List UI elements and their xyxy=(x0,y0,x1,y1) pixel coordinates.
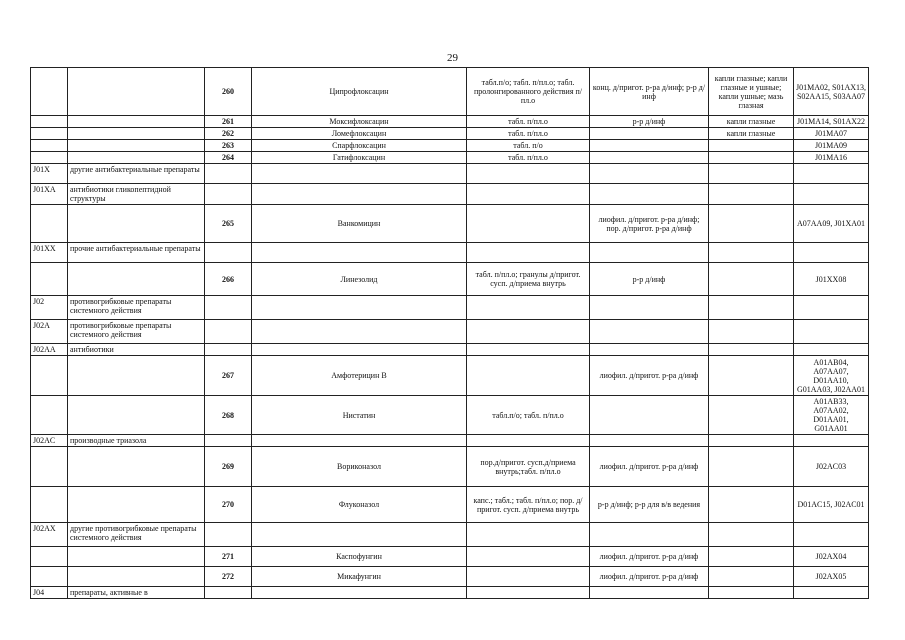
dosage-forms-other xyxy=(709,567,794,587)
dosage-forms-injection: р-р д/инф xyxy=(590,116,709,128)
table-row xyxy=(31,243,869,263)
group-description xyxy=(68,447,205,487)
table-row xyxy=(31,164,869,184)
dosage-forms-injection: лиофил. д/пригот. р-ра д/инф xyxy=(590,447,709,487)
table-row xyxy=(31,447,869,487)
dosage-forms-other xyxy=(709,356,794,396)
dosage-forms-other xyxy=(709,547,794,567)
atc-group-code xyxy=(31,140,68,152)
group-description xyxy=(68,152,205,164)
dosage-forms-injection xyxy=(590,344,709,356)
dosage-forms-oral xyxy=(467,205,590,243)
row-number: 268 xyxy=(205,396,252,435)
atc-group-code: J01XA xyxy=(31,184,68,205)
drug-name xyxy=(252,320,467,344)
dosage-forms-injection: лиофил. д/пригот. р-ра д/инф xyxy=(590,547,709,567)
group-description: другие антибактериальные препараты xyxy=(68,164,205,184)
group-description: антибиотики гликопептидной структуры xyxy=(68,184,205,205)
table-row xyxy=(31,396,869,435)
dosage-forms-other xyxy=(709,263,794,296)
table-row xyxy=(31,184,869,205)
atc-group-code xyxy=(31,68,68,116)
group-description xyxy=(68,263,205,296)
row-number: 270 xyxy=(205,487,252,523)
table-row xyxy=(31,487,869,523)
atc-codes: J01MA16 xyxy=(794,152,869,164)
table-row xyxy=(31,68,869,116)
atc-group-code: J02 xyxy=(31,296,68,320)
dosage-forms-oral xyxy=(467,547,590,567)
drug-table xyxy=(30,67,869,599)
dosage-forms-oral xyxy=(467,184,590,205)
group-description xyxy=(68,205,205,243)
dosage-forms-injection: лиофил. д/пригот. р-ра д/инф xyxy=(590,356,709,396)
atc-codes xyxy=(794,344,869,356)
dosage-forms-other xyxy=(709,243,794,263)
dosage-forms-other xyxy=(709,344,794,356)
dosage-forms-injection xyxy=(590,396,709,435)
dosage-forms-oral: табл. п/пл.о; гранулы д/пригот. сусп. д/приема внутрь xyxy=(467,263,590,296)
drug-name: Каспофунгин xyxy=(252,547,467,567)
atc-codes: J02AX05 xyxy=(794,567,869,587)
atc-group-code: J01X xyxy=(31,164,68,184)
atc-group-code xyxy=(31,263,68,296)
dosage-forms-injection xyxy=(590,164,709,184)
atc-group-code: J02AX xyxy=(31,523,68,547)
row-number: 267 xyxy=(205,356,252,396)
row-number: 272 xyxy=(205,567,252,587)
atc-codes xyxy=(794,164,869,184)
table-row xyxy=(31,547,869,567)
row-number xyxy=(205,184,252,205)
row-number: 266 xyxy=(205,263,252,296)
atc-group-code xyxy=(31,356,68,396)
atc-codes xyxy=(794,320,869,344)
drug-name: Гатифлоксацин xyxy=(252,152,467,164)
atc-codes: J01XX08 xyxy=(794,263,869,296)
atc-group-code xyxy=(31,487,68,523)
atc-group-code xyxy=(31,567,68,587)
row-number: 262 xyxy=(205,128,252,140)
atc-group-code: J02AA xyxy=(31,344,68,356)
dosage-forms-injection: р-р д/инф; р-р для в/в ведения xyxy=(590,487,709,523)
group-description: противогрибковые препараты системного действия xyxy=(68,296,205,320)
dosage-forms-oral xyxy=(467,567,590,587)
table-row xyxy=(31,128,869,140)
row-number: 271 xyxy=(205,547,252,567)
atc-group-code: J02AC xyxy=(31,435,68,447)
group-description: производные триазола xyxy=(68,435,205,447)
dosage-forms-oral: табл. п/о xyxy=(467,140,590,152)
atc-codes: J01MA09 xyxy=(794,140,869,152)
group-description xyxy=(68,396,205,435)
drug-name xyxy=(252,184,467,205)
dosage-forms-other xyxy=(709,205,794,243)
dosage-forms-injection xyxy=(590,320,709,344)
atc-group-code xyxy=(31,447,68,487)
dosage-forms-injection: р-р д/инф xyxy=(590,263,709,296)
dosage-forms-other: капли глазные xyxy=(709,128,794,140)
dosage-forms-oral: табл. п/пл.о xyxy=(467,116,590,128)
row-number: 260 xyxy=(205,68,252,116)
drug-name: Вориконазол xyxy=(252,447,467,487)
dosage-forms-oral xyxy=(467,243,590,263)
row-number: 264 xyxy=(205,152,252,164)
drug-table-body xyxy=(31,68,869,599)
drug-name xyxy=(252,296,467,320)
row-number xyxy=(205,523,252,547)
dosage-forms-injection xyxy=(590,587,709,599)
dosage-forms-other xyxy=(709,487,794,523)
atc-group-code: J01XX xyxy=(31,243,68,263)
atc-codes xyxy=(794,184,869,205)
group-description xyxy=(68,68,205,116)
dosage-forms-injection: лиофил. д/пригот. р-ра д/инф; пор. д/пригот. р-ра д/инф xyxy=(590,205,709,243)
dosage-forms-oral: табл.п/о; табл. п/пл.о; табл. пролонгированного действия п/пл.о xyxy=(467,68,590,116)
table-row xyxy=(31,263,869,296)
atc-codes: A01AB04, A07AA07, D01AA10, G01AA03, J02AA01 xyxy=(794,356,869,396)
atc-codes xyxy=(794,523,869,547)
drug-name xyxy=(252,164,467,184)
atc-codes xyxy=(794,243,869,263)
atc-codes: A01AB33, A07AA02, D01AA01, G01AA01 xyxy=(794,396,869,435)
atc-codes xyxy=(794,587,869,599)
group-description: препараты, активные в xyxy=(68,587,205,599)
dosage-forms-oral xyxy=(467,587,590,599)
atc-codes: J02AX04 xyxy=(794,547,869,567)
row-number: 263 xyxy=(205,140,252,152)
group-description: другие противогрибковые препараты системного действия xyxy=(68,523,205,547)
drug-name: Ломефлоксацин xyxy=(252,128,467,140)
drug-name: Спарфлоксацин xyxy=(252,140,467,152)
table-row xyxy=(31,523,869,547)
row-number xyxy=(205,320,252,344)
dosage-forms-oral: табл. п/пл.о xyxy=(467,152,590,164)
dosage-forms-injection: лиофил. д/пригот. р-ра д/инф xyxy=(590,567,709,587)
dosage-forms-oral xyxy=(467,164,590,184)
dosage-forms-injection: конц. д/пригот. р-ра д/инф; р-р д/инф xyxy=(590,68,709,116)
drug-name: Флуконазол xyxy=(252,487,467,523)
atc-codes: J01MA02, S01AX13, S02AA15, S03AA07 xyxy=(794,68,869,116)
dosage-forms-other xyxy=(709,396,794,435)
dosage-forms-injection xyxy=(590,140,709,152)
row-number xyxy=(205,164,252,184)
dosage-forms-injection xyxy=(590,296,709,320)
drug-name: Нистатин xyxy=(252,396,467,435)
atc-group-code xyxy=(31,396,68,435)
dosage-forms-injection xyxy=(590,184,709,205)
atc-codes: J01MA14, S01AX22 xyxy=(794,116,869,128)
dosage-forms-other xyxy=(709,296,794,320)
drug-name xyxy=(252,435,467,447)
atc-group-code xyxy=(31,152,68,164)
table-row xyxy=(31,140,869,152)
drug-name: Моксифлоксацин xyxy=(252,116,467,128)
group-description xyxy=(68,356,205,396)
dosage-forms-oral xyxy=(467,523,590,547)
row-number xyxy=(205,587,252,599)
atc-codes: J01MA07 xyxy=(794,128,869,140)
table-row xyxy=(31,152,869,164)
atc-group-code: J02A xyxy=(31,320,68,344)
dosage-forms-other xyxy=(709,140,794,152)
row-number xyxy=(205,344,252,356)
row-number xyxy=(205,296,252,320)
drug-name xyxy=(252,243,467,263)
atc-codes: A07AA09, J01XA01 xyxy=(794,205,869,243)
atc-group-code: J04 xyxy=(31,587,68,599)
dosage-forms-other xyxy=(709,587,794,599)
group-description xyxy=(68,116,205,128)
drug-name: Ванкомицин xyxy=(252,205,467,243)
dosage-forms-other xyxy=(709,447,794,487)
atc-group-code xyxy=(31,116,68,128)
table-row xyxy=(31,356,869,396)
atc-group-code xyxy=(31,547,68,567)
dosage-forms-oral: капс.; табл.; табл. п/пл.о; пор. д/пригот. сусп. д/приема внутрь xyxy=(467,487,590,523)
atc-group-code xyxy=(31,128,68,140)
atc-codes xyxy=(794,435,869,447)
table-row xyxy=(31,587,869,599)
group-description xyxy=(68,140,205,152)
drug-name xyxy=(252,523,467,547)
group-description xyxy=(68,547,205,567)
dosage-forms-other xyxy=(709,184,794,205)
table-row xyxy=(31,435,869,447)
dosage-forms-oral xyxy=(467,435,590,447)
drug-name: Амфотерицин В xyxy=(252,356,467,396)
table-row xyxy=(31,205,869,243)
atc-codes: J02AC03 xyxy=(794,447,869,487)
group-description: прочие антибактериальные препараты xyxy=(68,243,205,263)
dosage-forms-other: капли глазные; капли глазные и ушные; капли ушные; мазь глазная xyxy=(709,68,794,116)
row-number: 269 xyxy=(205,447,252,487)
dosage-forms-oral xyxy=(467,356,590,396)
table-row xyxy=(31,567,869,587)
drug-name xyxy=(252,344,467,356)
table-row xyxy=(31,116,869,128)
drug-name: Линезолид xyxy=(252,263,467,296)
dosage-forms-injection xyxy=(590,243,709,263)
dosage-forms-oral xyxy=(467,296,590,320)
group-description xyxy=(68,567,205,587)
dosage-forms-other: капли глазные xyxy=(709,116,794,128)
atc-codes xyxy=(794,296,869,320)
table-row xyxy=(31,296,869,320)
group-description: противогрибковые препараты системного действия xyxy=(68,320,205,344)
group-description xyxy=(68,128,205,140)
dosage-forms-other xyxy=(709,152,794,164)
dosage-forms-other xyxy=(709,523,794,547)
row-number: 265 xyxy=(205,205,252,243)
dosage-forms-oral: пор.д/пригот. сусп.д/приема внутрь;табл. п/пл.о xyxy=(467,447,590,487)
page-number: 29 xyxy=(447,52,458,64)
drug-name: Микафунгин xyxy=(252,567,467,587)
row-number xyxy=(205,243,252,263)
atc-codes: D01AC15, J02AC01 xyxy=(794,487,869,523)
group-description xyxy=(68,487,205,523)
dosage-forms-other xyxy=(709,435,794,447)
dosage-forms-oral: табл. п/пл.о xyxy=(467,128,590,140)
table-row xyxy=(31,344,869,356)
table-row xyxy=(31,320,869,344)
drug-name xyxy=(252,587,467,599)
dosage-forms-other xyxy=(709,164,794,184)
dosage-forms-oral xyxy=(467,344,590,356)
row-number: 261 xyxy=(205,116,252,128)
dosage-forms-injection xyxy=(590,128,709,140)
atc-group-code xyxy=(31,205,68,243)
dosage-forms-injection xyxy=(590,152,709,164)
drug-name: Ципрофлоксацин xyxy=(252,68,467,116)
row-number xyxy=(205,435,252,447)
dosage-forms-injection xyxy=(590,523,709,547)
dosage-forms-oral: табл.п/о; табл. п/пл.о xyxy=(467,396,590,435)
group-description: антибиотики xyxy=(68,344,205,356)
dosage-forms-oral xyxy=(467,320,590,344)
dosage-forms-other xyxy=(709,320,794,344)
dosage-forms-injection xyxy=(590,435,709,447)
